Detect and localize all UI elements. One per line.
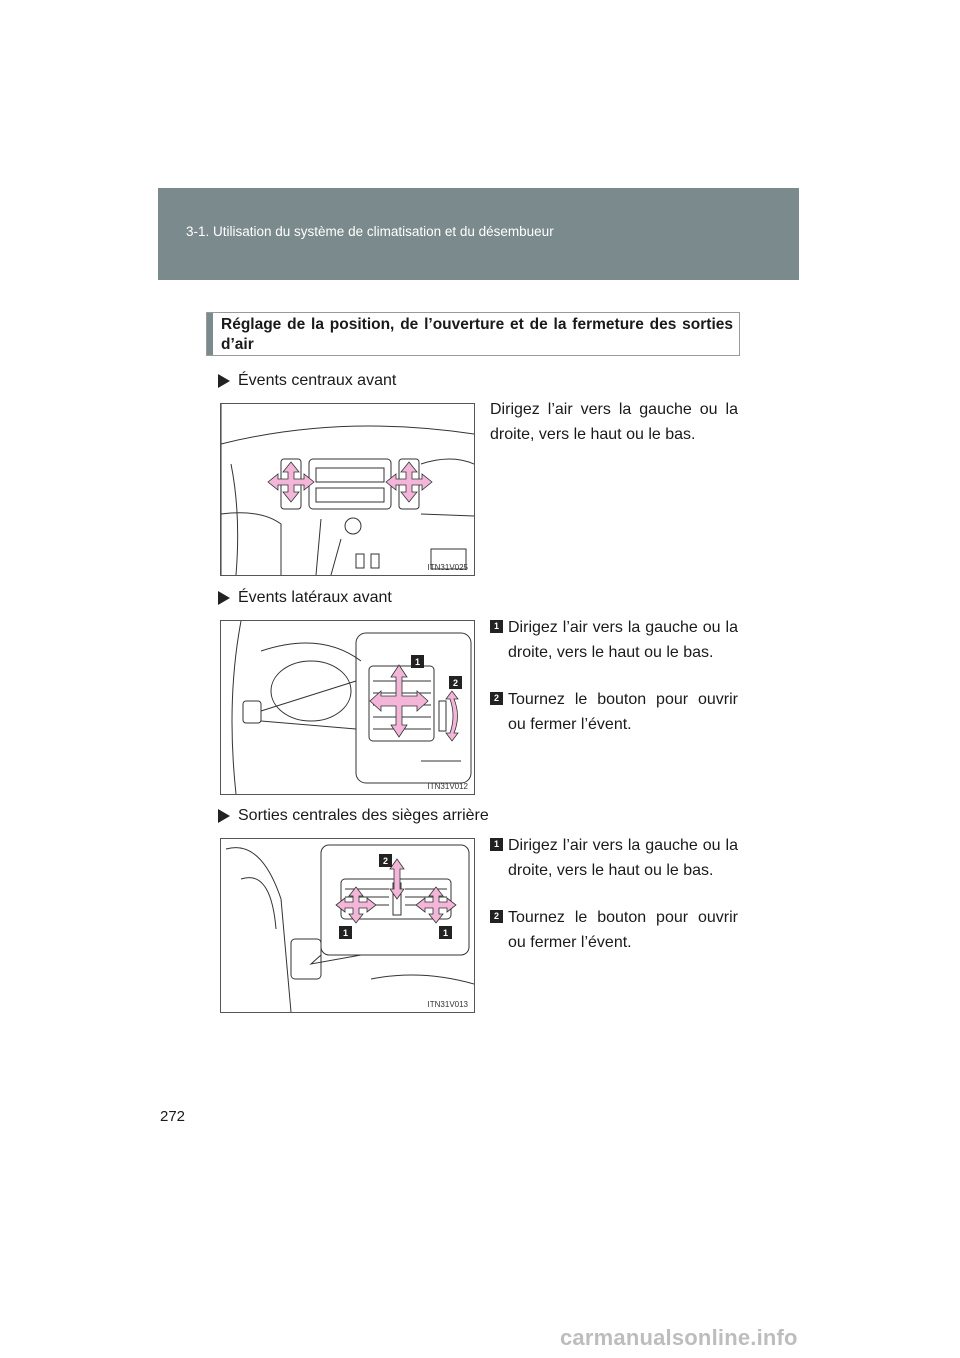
page-number: 272 [160, 1108, 186, 1125]
subheading-front-side-vents: Évents latéraux avant [218, 589, 392, 607]
figure-code: ITN31V013 [427, 1000, 468, 1009]
svg-text:1: 1 [442, 928, 449, 938]
chapter-header [158, 188, 799, 280]
number-badge: 1 [490, 620, 503, 633]
step-rear-2: 2 Tournez le bouton pour ouvrir ou fermer l’évent. [490, 905, 738, 955]
triangle-bullet-icon [218, 591, 230, 605]
rear-vent-illustration [221, 839, 474, 1012]
figure-front-center-vents [220, 403, 475, 576]
section-title: Réglage de la position, de l’ouverture et de la fermeture des sorties d’air [221, 316, 733, 353]
subheading-front-center-vents: Évents centraux avant [218, 372, 396, 390]
subheading-rear-center-vents: Sorties centrales des sièges arrière [218, 807, 489, 825]
side-vent-illustration [221, 621, 474, 794]
figure-code: ITN31V012 [427, 782, 468, 791]
description-front-center: Dirigez l’air vers la gauche ou la droite, vers le haut ou le bas. [490, 401, 738, 443]
number-badge: 1 [490, 838, 503, 851]
triangle-bullet-icon [218, 809, 230, 823]
svg-text:2: 2 [452, 678, 459, 688]
svg-text:1: 1 [342, 928, 349, 938]
svg-text:2: 2 [382, 856, 389, 866]
svg-text:1: 1 [414, 657, 421, 667]
step-front-side-2: 2 Tournez le bouton pour ouvrir ou fermer l’évent. [490, 687, 738, 737]
step-rear-1: 1 Dirigez l’air vers la gauche ou la droite, vers le haut ou le bas. [490, 833, 738, 883]
number-badge: 2 [490, 692, 503, 705]
figure-code: ITN31V025 [427, 563, 468, 572]
watermark: carmanualsonline.info [560, 1325, 798, 1350]
section-heading [206, 312, 740, 356]
number-badge: 2 [490, 910, 503, 923]
step-front-side-1: 1 Dirigez l’air vers la gauche ou la droite, vers le haut ou le bas. [490, 615, 738, 665]
chapter-title: 3-1. Utilisation du système de climatisation et du désembueur [186, 224, 554, 239]
triangle-bullet-icon [218, 374, 230, 388]
dashboard-illustration [221, 404, 474, 575]
section-bar [207, 313, 213, 355]
figure-rear-center-vents [220, 838, 475, 1013]
figure-front-side-vents [220, 620, 475, 795]
